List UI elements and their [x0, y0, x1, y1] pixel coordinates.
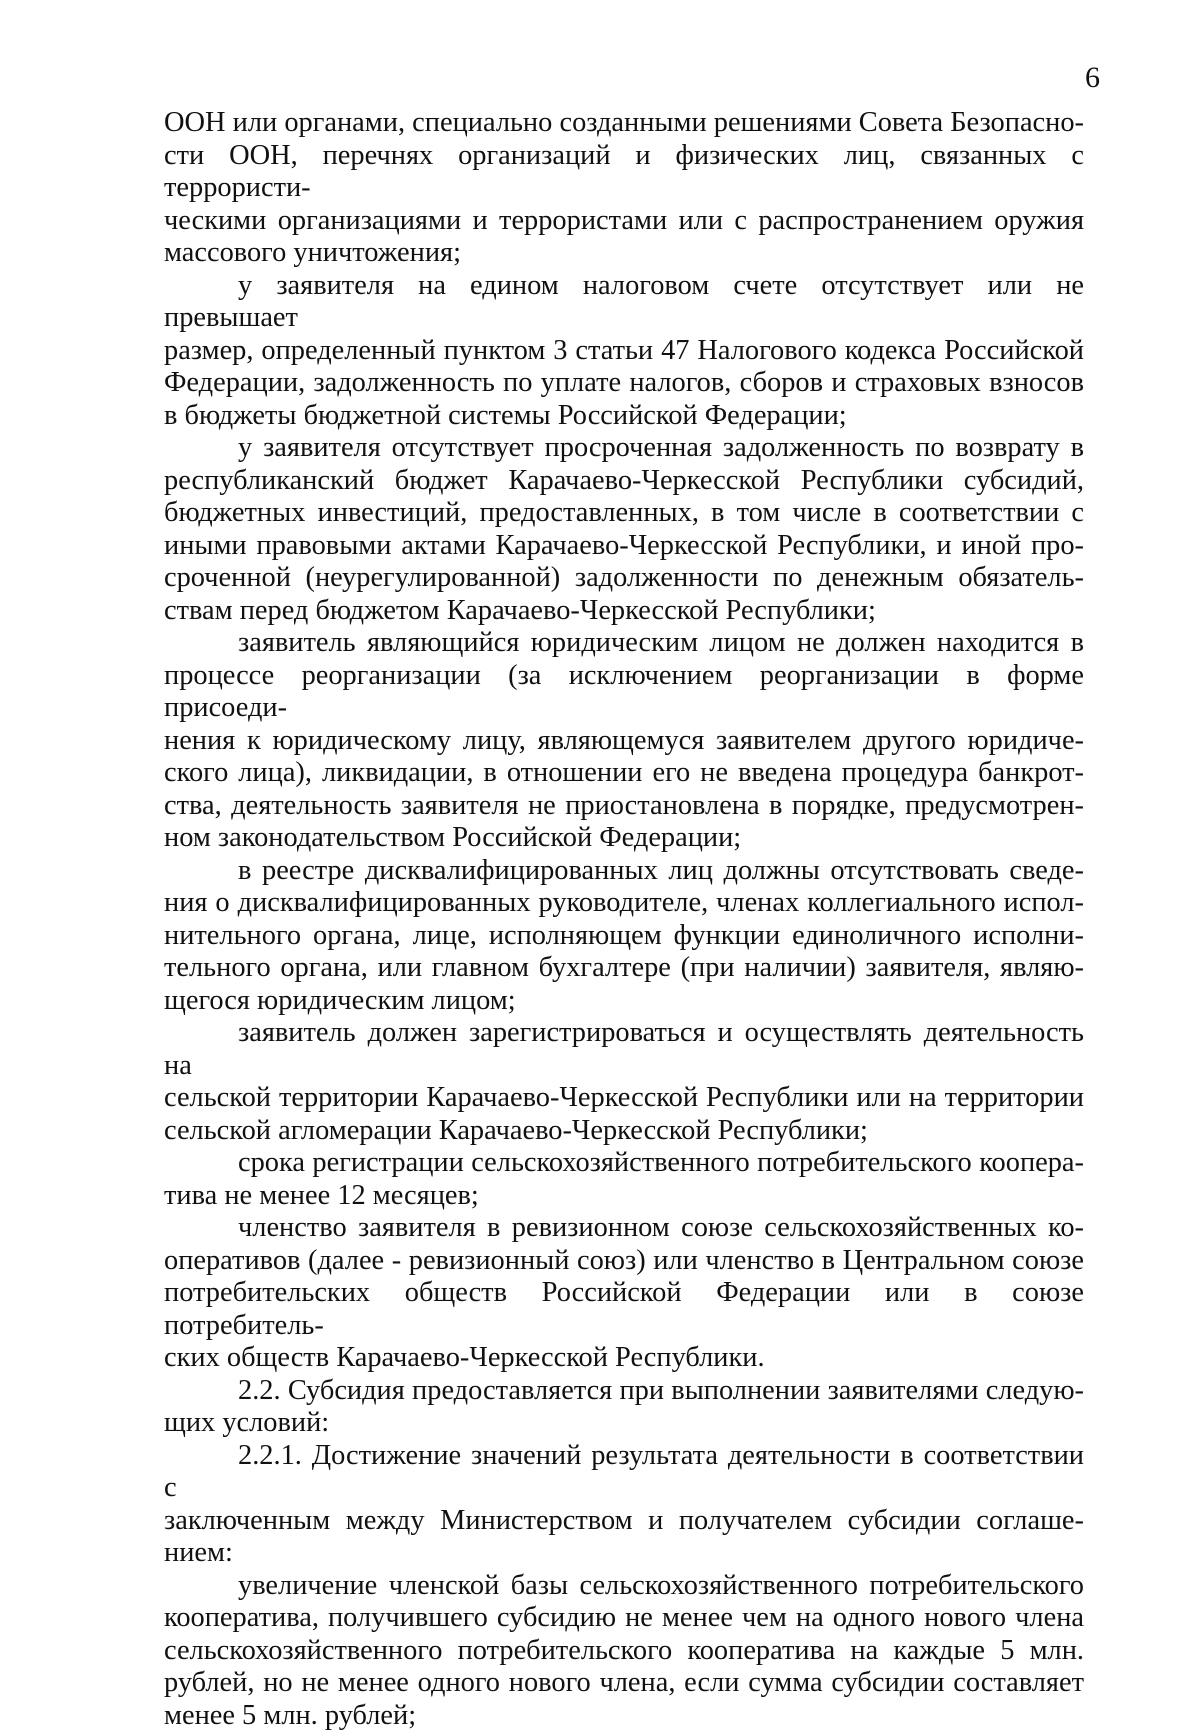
- text-line: республиканский бюджет Карачаево-Черкесской Республики субсидий,: [164, 465, 1084, 498]
- text-line: сельской агломерации Карачаево-Черкесской Республики;: [164, 1115, 1084, 1148]
- text-line: процессе реорганизации (за исключением реорганизации в форме присоеди-: [164, 660, 1084, 725]
- text-line: ского лица), ликвидации, в отношении его не введена процедура банкрот-: [164, 757, 1084, 790]
- text-line: нительного органа, лице, исполняющем функции единоличного исполни-: [164, 920, 1084, 953]
- paragraph: [164, 432, 1084, 627]
- text-line: потребительских обществ Российской Федерации или в союзе потребитель-: [164, 1277, 1084, 1342]
- text-line: 2.2. Субсидия предоставляется при выполнении заявителями следую-: [164, 1375, 1084, 1408]
- text-line: 2.2.1. Достижение значений результата деятельности в соответствии с: [164, 1440, 1084, 1505]
- text-line: ООН или органами, специально созданными решениями Совета Безопасно-: [164, 107, 1084, 140]
- text-line: у заявителя на едином налоговом счете отсутствует или не превышает: [164, 270, 1084, 335]
- text-line: сроченной (неурегулированной) задолженности по денежным обязатель-: [164, 562, 1084, 595]
- text-line: размер, определенный пунктом 3 статьи 47 Налогового кодекса Российской: [164, 335, 1084, 368]
- text-line: тива не менее 12 месяцев;: [164, 1180, 1084, 1213]
- text-line: ния о дисквалифицированных руководителе, членах коллегиального испол-: [164, 887, 1084, 920]
- text-line: нием:: [164, 1537, 1084, 1570]
- text-line: в реестре дисквалифицированных лиц должны отсутствовать сведе-: [164, 855, 1084, 888]
- text-line: тельного органа, или главном бухгалтере (при наличии) заявителя, являю-: [164, 952, 1084, 985]
- text-line: щих условий:: [164, 1407, 1084, 1440]
- paragraph: [164, 107, 1084, 270]
- text-line: сельской территории Карачаево-Черкесской Республики или на территории: [164, 1082, 1084, 1115]
- paragraph: [164, 1375, 1084, 1440]
- text-line: заявитель являющийся юридическим лицом не должен находится в: [164, 627, 1084, 660]
- text-line: сельскохозяйственного потребительского кооператива на каждые 5 млн.: [164, 1635, 1084, 1668]
- text-line: оперативов (далее - ревизионный союз) или членство в Центральном союзе: [164, 1245, 1084, 1278]
- paragraph: [164, 627, 1084, 855]
- paragraph: [164, 1440, 1084, 1570]
- document-body: [164, 107, 1084, 1732]
- text-line: кооператива, получившего субсидию не менее чем на одного нового члена: [164, 1602, 1084, 1635]
- text-line: членство заявителя в ревизионном союзе сельскохозяйственных ко-: [164, 1212, 1084, 1245]
- paragraph: [164, 1212, 1084, 1375]
- text-line: в бюджеты бюджетной системы Российской Федерации;: [164, 400, 1084, 433]
- text-line: сти ООН, перечнях организаций и физических лиц, связанных с террористи-: [164, 140, 1084, 205]
- text-line: рублей, но не менее одного нового члена, если сумма субсидии составляет: [164, 1667, 1084, 1700]
- text-line: ческими организациями и террористами или с распространением оружия: [164, 205, 1084, 238]
- text-line: увеличение членской базы сельскохозяйственного потребительского: [164, 1570, 1084, 1603]
- text-line: ном законодательством Российской Федерации;: [164, 822, 1084, 855]
- text-line: щегося юридическим лицом;: [164, 985, 1084, 1018]
- text-line: бюджетных инвестиций, предоставленных, в том числе в соответствии с: [164, 497, 1084, 530]
- text-line: Федерации, задолженность по уплате налогов, сборов и страховых взносов: [164, 367, 1084, 400]
- text-line: менее 5 млн. рублей;: [164, 1700, 1084, 1732]
- text-line: ских обществ Карачаево-Черкесской Республики.: [164, 1342, 1084, 1375]
- text-line: заявитель должен зарегистрироваться и осуществлять деятельность на: [164, 1017, 1084, 1082]
- text-line: ства, деятельность заявителя не приостановлена в порядке, предусмотрен-: [164, 790, 1084, 823]
- text-line: заключенным между Министерством и получателем субсидии соглаше-: [164, 1505, 1084, 1538]
- text-line: иными правовыми актами Карачаево-Черкесской Республики, и иной про-: [164, 530, 1084, 563]
- page-number: 6: [1060, 62, 1100, 94]
- paragraph: [164, 855, 1084, 1018]
- paragraph: [164, 1570, 1084, 1732]
- text-line: массового уничтожения;: [164, 237, 1084, 270]
- text-line: нения к юридическому лицу, являющемуся заявителем другого юридиче-: [164, 725, 1084, 758]
- text-line: у заявителя отсутствует просроченная задолженность по возврату в: [164, 432, 1084, 465]
- paragraph: [164, 1147, 1084, 1212]
- paragraph: [164, 1017, 1084, 1147]
- paragraph: [164, 270, 1084, 433]
- text-line: срока регистрации сельскохозяйственного потребительского коопера-: [164, 1147, 1084, 1180]
- text-line: ствам перед бюджетом Карачаево-Черкесской Республики;: [164, 595, 1084, 628]
